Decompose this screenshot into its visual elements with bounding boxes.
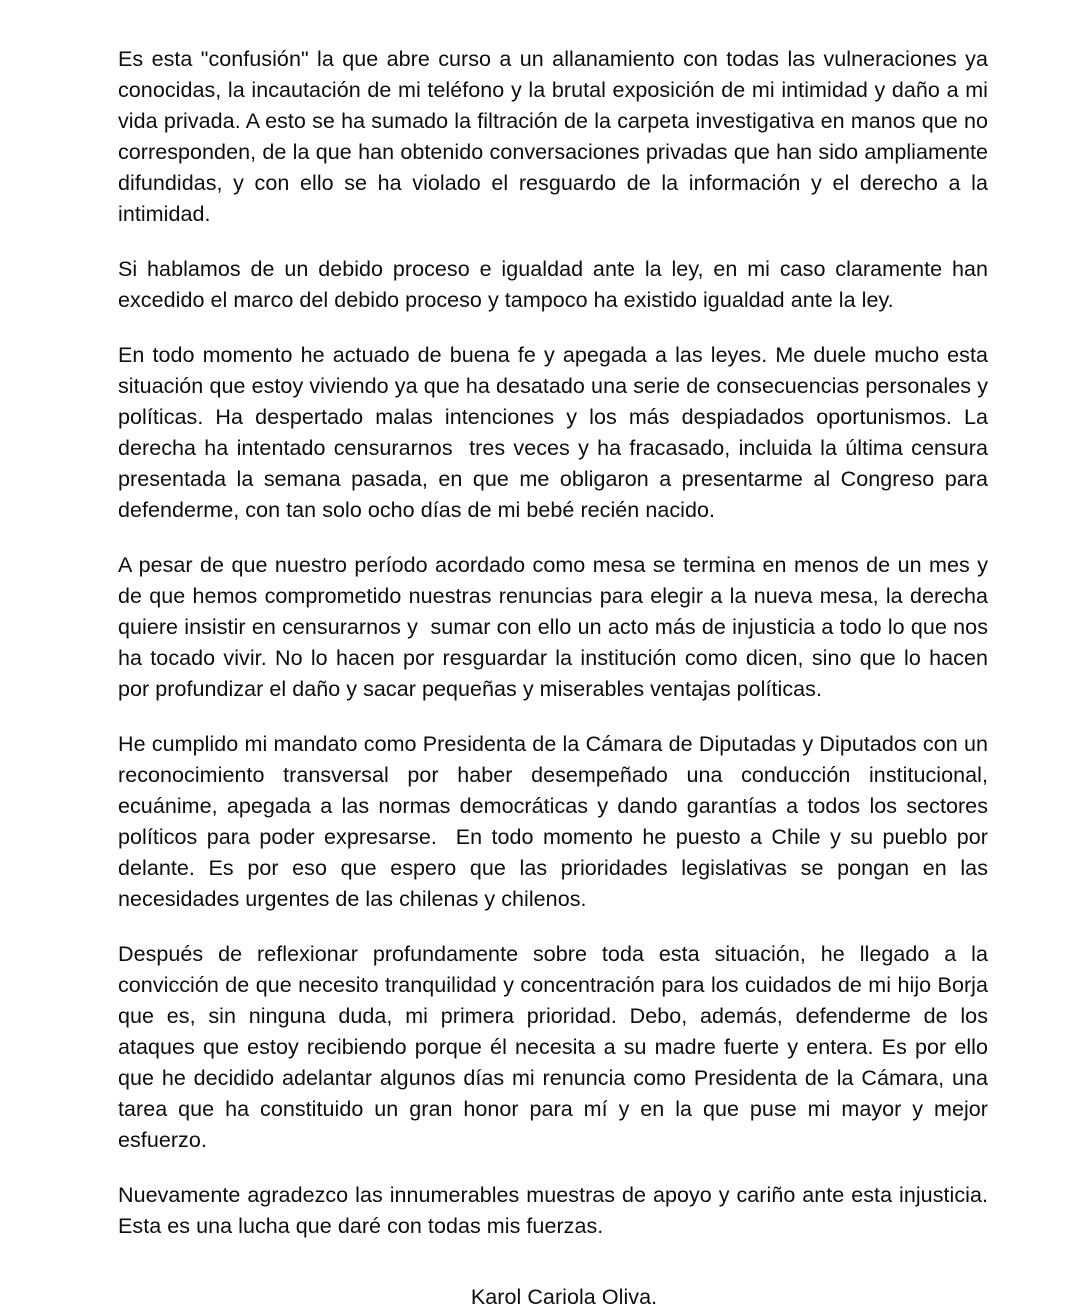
signature-block: [118, 1282, 988, 1313]
letter-paragraph-3: En todo momento he actuado de buena fe y apegada a las leyes. Me duele mucho esta situación que estoy viviendo ya que ha desatado una serie de consecuencias personales y políticas. Ha despertado malas intenciones y los más despiadados oportunismos. La derecha ha intentado censurarnos tres veces y ha fracasado, incluida la última censura presentada la semana pasada, en que me obligaron a presentarme al Congreso para defenderme, con tan solo ocho días de mi bebé recién nacido.: [118, 343, 995, 522]
signature-name: Karol Cariola Oliva.: [470, 1285, 658, 1309]
letter-paragraph-4: A pesar de que nuestro período acordado como mesa se termina en menos de un mes y de que hemos comprometido nuestras renuncias para elegir a la nueva mesa, la derecha quiere insistir en censurarnos y sumar con ello un acto más de injusticia a todo lo que nos ha tocado vivir. No lo hacen por resguardar la institución como dicen, sino que lo hacen por profundizar el daño y sacar pequeñas y miserables ventajas políticas.: [118, 553, 995, 701]
letter-paragraph-7: Nuevamente agradezco las innumerables muestras de apoyo y cariño ante esta injusticia. Esta es una lucha que daré con todas mis fuerzas.: [118, 1183, 995, 1238]
letter-body: [118, 44, 1001, 1313]
letter-paragraph-2: Si hablamos de un debido proceso e igualdad ante la ley, en mi caso claramente han excedido el marco del debido proceso y tampoco ha existido igualdad ante la ley.: [118, 257, 995, 312]
letter-paragraph-6: Después de reflexionar profundamente sobre toda esta situación, he llegado a la convicción de que necesito tranquilidad y concentración para los cuidados de mi hijo Borja que es, sin ninguna duda, mi primera prioridad. Debo, además, defenderme de los ataques que estoy recibiendo porque él necesita a su madre fuerte y entera. Es por ello que he decidido adelantar algunos días mi renuncia como Presidenta de la Cámara, una tarea que ha constituido un gran honor para mí y en la que puse mi mayor y mejor esfuerzo.: [118, 942, 1001, 1152]
letter-paragraph-5: He cumplido mi mandato como Presidenta de la Cámara de Diputadas y Diputados con un reconocimiento transversal por haber desempeñado una conducción institucional, ecuánime, apegada a las normas democráticas y dando garantías a todos los sectores políticos para poder expresarse. En todo momento he puesto a Chile y su pueblo por delante. Es por eso que espero que las prioridades legislativas se pongan en las necesidades urgentes de las chilenas y chilenos.: [118, 732, 995, 911]
letter-paragraph-1: Es esta "confusión" la que abre curso a un allanamiento con todas las vulneraciones ya conocidas, la incautación de mi teléfono y la brutal exposición de mi intimidad y daño a mi vida privada. A esto se ha sumado la filtración de la carpeta investigativa en manos que no corresponden, de la que han obtenido conversaciones privadas que han sido ampliamente difundidas, y con ello se ha violado el resguardo de la información y el derecho a la intimidad.: [118, 47, 995, 226]
